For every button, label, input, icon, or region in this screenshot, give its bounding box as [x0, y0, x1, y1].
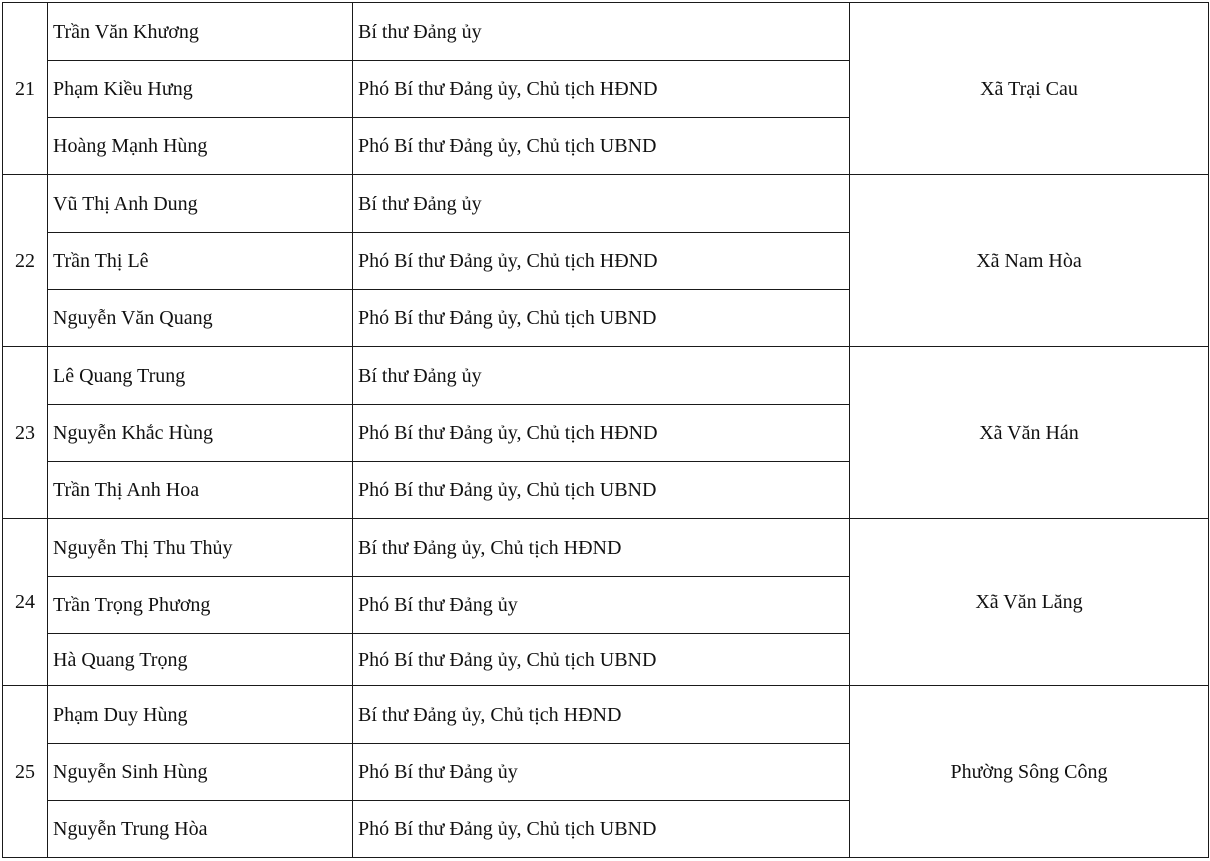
official-name: Trần Thị Lê — [48, 233, 353, 290]
group-number: 25 — [3, 686, 48, 858]
officials-table — [2, 2, 1209, 858]
table-row — [3, 3, 1209, 61]
official-position: Bí thư Đảng ủy, Chủ tịch HĐND — [353, 686, 850, 744]
official-name: Nguyễn Khắc Hùng — [48, 405, 353, 462]
group-number: 21 — [3, 3, 48, 175]
official-name: Nguyễn Sinh Hùng — [48, 744, 353, 801]
official-name: Lê Quang Trung — [48, 347, 353, 405]
official-name: Phạm Kiều Hưng — [48, 61, 353, 118]
table-row — [3, 347, 1209, 405]
official-name: Nguyễn Trung Hòa — [48, 801, 353, 858]
administrative-unit: Xã Văn Hán — [850, 347, 1209, 519]
administrative-unit: Xã Nam Hòa — [850, 175, 1209, 347]
official-position: Phó Bí thư Đảng ủy, Chủ tịch UBND — [353, 462, 850, 519]
official-position: Phó Bí thư Đảng ủy, Chủ tịch UBND — [353, 634, 850, 686]
table-row — [3, 686, 1209, 744]
table-row — [3, 175, 1209, 233]
official-name: Nguyễn Văn Quang — [48, 290, 353, 347]
official-position: Phó Bí thư Đảng ủy, Chủ tịch UBND — [353, 801, 850, 858]
official-name: Phạm Duy Hùng — [48, 686, 353, 744]
administrative-unit: Phường Sông Công — [850, 686, 1209, 858]
official-position: Bí thư Đảng ủy — [353, 175, 850, 233]
official-position: Phó Bí thư Đảng ủy, Chủ tịch HĐND — [353, 233, 850, 290]
official-position: Phó Bí thư Đảng ủy — [353, 744, 850, 801]
official-position: Bí thư Đảng ủy — [353, 347, 850, 405]
group-number: 24 — [3, 519, 48, 686]
official-name: Trần Văn Khương — [48, 3, 353, 61]
official-position: Phó Bí thư Đảng ủy, Chủ tịch HĐND — [353, 405, 850, 462]
official-position: Bí thư Đảng ủy, Chủ tịch HĐND — [353, 519, 850, 577]
officials-table-body — [3, 3, 1209, 858]
official-name: Vũ Thị Anh Dung — [48, 175, 353, 233]
group-number: 23 — [3, 347, 48, 519]
group-number: 22 — [3, 175, 48, 347]
official-position: Phó Bí thư Đảng ủy, Chủ tịch HĐND — [353, 61, 850, 118]
official-name: Hoàng Mạnh Hùng — [48, 118, 353, 175]
official-name: Hà Quang Trọng — [48, 634, 353, 686]
official-name: Trần Trọng Phương — [48, 577, 353, 634]
official-position: Phó Bí thư Đảng ủy, Chủ tịch UBND — [353, 118, 850, 175]
official-position: Phó Bí thư Đảng ủy, Chủ tịch UBND — [353, 290, 850, 347]
table-row — [3, 519, 1209, 577]
official-name: Nguyễn Thị Thu Thủy — [48, 519, 353, 577]
official-name: Trần Thị Anh Hoa — [48, 462, 353, 519]
official-position: Bí thư Đảng ủy — [353, 3, 850, 61]
administrative-unit: Xã Văn Lăng — [850, 519, 1209, 686]
administrative-unit: Xã Trại Cau — [850, 3, 1209, 175]
official-position: Phó Bí thư Đảng ủy — [353, 577, 850, 634]
